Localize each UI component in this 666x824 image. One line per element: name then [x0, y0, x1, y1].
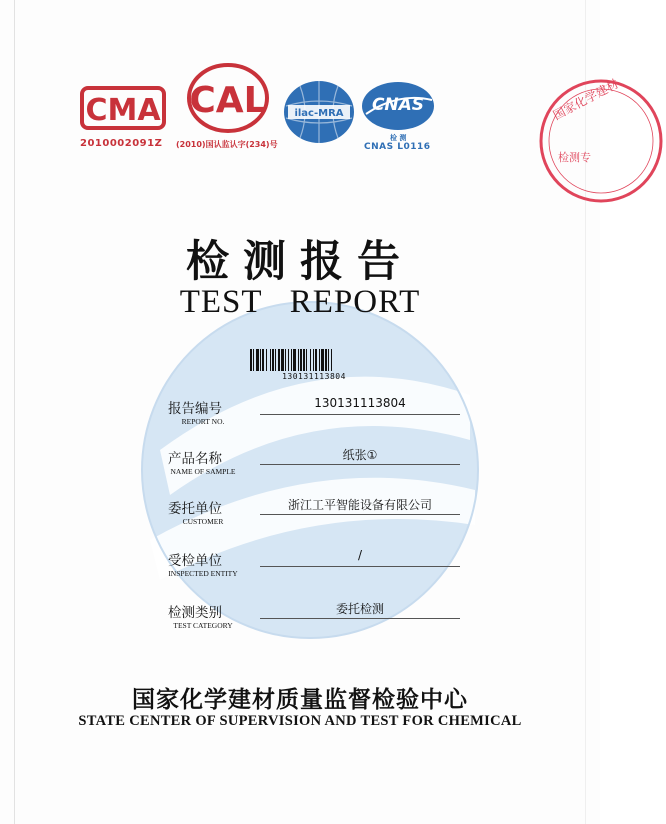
- field-label-cn: 受检单位: [168, 553, 222, 569]
- barcode-bar: [310, 349, 311, 371]
- field-value: 委托检测: [335, 602, 384, 616]
- cnas-logo-icon: [360, 80, 436, 134]
- svg-text:CAL: CAL: [189, 80, 267, 121]
- field-underline: [260, 464, 460, 465]
- svg-text:ilac-MRA: ilac-MRA: [294, 108, 344, 119]
- field-value: 130131113804: [314, 396, 406, 410]
- field-sample-name: [150, 447, 460, 487]
- barcode-bar: [325, 349, 327, 371]
- field-value: 纸张①: [342, 448, 378, 462]
- barcode-bar: [313, 349, 314, 371]
- cma-logo-icon: [80, 84, 166, 132]
- barcode-bar: [306, 349, 307, 371]
- barcode-bar: [272, 349, 274, 371]
- barcode-bar: [328, 349, 329, 371]
- barcode-bar: [270, 349, 271, 371]
- barcode-bar: [321, 349, 324, 371]
- barcode-bar: [285, 349, 286, 371]
- svg-text:CMA: CMA: [85, 93, 161, 128]
- barcode-bar: [275, 349, 276, 371]
- field-underline: [260, 566, 460, 567]
- barcode-bar: [278, 349, 280, 371]
- report-title-en: TEST REPORT: [179, 284, 421, 320]
- barcode-bar: [298, 349, 299, 371]
- barcode-bar: [281, 349, 284, 371]
- field-value: /: [357, 548, 363, 562]
- field-value: 浙江工平智能设备有限公司: [287, 498, 432, 512]
- field-label-en: REPORT NO.: [181, 417, 225, 426]
- svg-text:检测专: 检测专: [558, 151, 591, 164]
- barcode-bar: [288, 349, 289, 371]
- barcode-bar: [250, 349, 252, 371]
- cal-code: (2010)国认监认字(234)号: [176, 140, 278, 149]
- barcode-bar: [303, 349, 305, 371]
- barcode-bar: [260, 349, 261, 371]
- official-seal: [536, 76, 666, 206]
- field-label-cn: 委托单位: [168, 501, 222, 517]
- barcode-bar: [253, 349, 254, 371]
- barcode-bar: [262, 349, 264, 371]
- barcode-bar: [291, 349, 292, 371]
- barcode-bar: [300, 349, 302, 371]
- svg-text:CNAS: CNAS: [371, 95, 425, 115]
- barcode-bar: [319, 349, 320, 371]
- field-label-cn: 检测类别: [168, 605, 222, 621]
- barcode-bar: [331, 349, 332, 371]
- barcode-bar: [315, 349, 317, 371]
- field-test-category: [150, 601, 460, 641]
- barcode-bar: [293, 349, 296, 371]
- barcode-bar: [256, 349, 259, 371]
- field-label-en: CUSTOMER: [182, 517, 224, 526]
- field-label-en: INSPECTED ENTITY: [168, 569, 238, 578]
- field-label-cn: 产品名称: [168, 451, 222, 467]
- issuer-name-cn: 国家化学建材质量监督检验中心: [132, 687, 468, 713]
- cnas-sub: 检 测: [390, 134, 407, 142]
- field-underline: [260, 514, 460, 515]
- ilac-mra-logo-icon: [282, 78, 356, 146]
- issuer-name-en: STATE CENTER OF SUPERVISION AND TEST FOR CHEMICAL: [78, 713, 522, 729]
- cal-logo-icon: [186, 62, 270, 134]
- barcode-number: 130131113804: [282, 372, 346, 381]
- field-label-en: NAME OF SAMPLE: [170, 467, 236, 476]
- cma-code: 2010002091Z: [80, 138, 163, 149]
- barcode: [250, 349, 378, 371]
- field-report-no: [150, 397, 460, 437]
- report-title-cn: 检测报告: [186, 237, 414, 287]
- barcode-bar: [266, 349, 267, 371]
- cnas-code: CNAS L0116: [364, 142, 431, 152]
- field-label-en: TEST CATEGORY: [173, 621, 233, 630]
- field-underline: [260, 618, 460, 619]
- field-customer: [150, 497, 460, 537]
- field-underline: [260, 414, 460, 415]
- field-label-cn: 报告编号: [168, 401, 222, 417]
- svg-text:国家化学建材: 国家化学建材: [550, 76, 621, 123]
- field-inspected-entity: [150, 549, 460, 589]
